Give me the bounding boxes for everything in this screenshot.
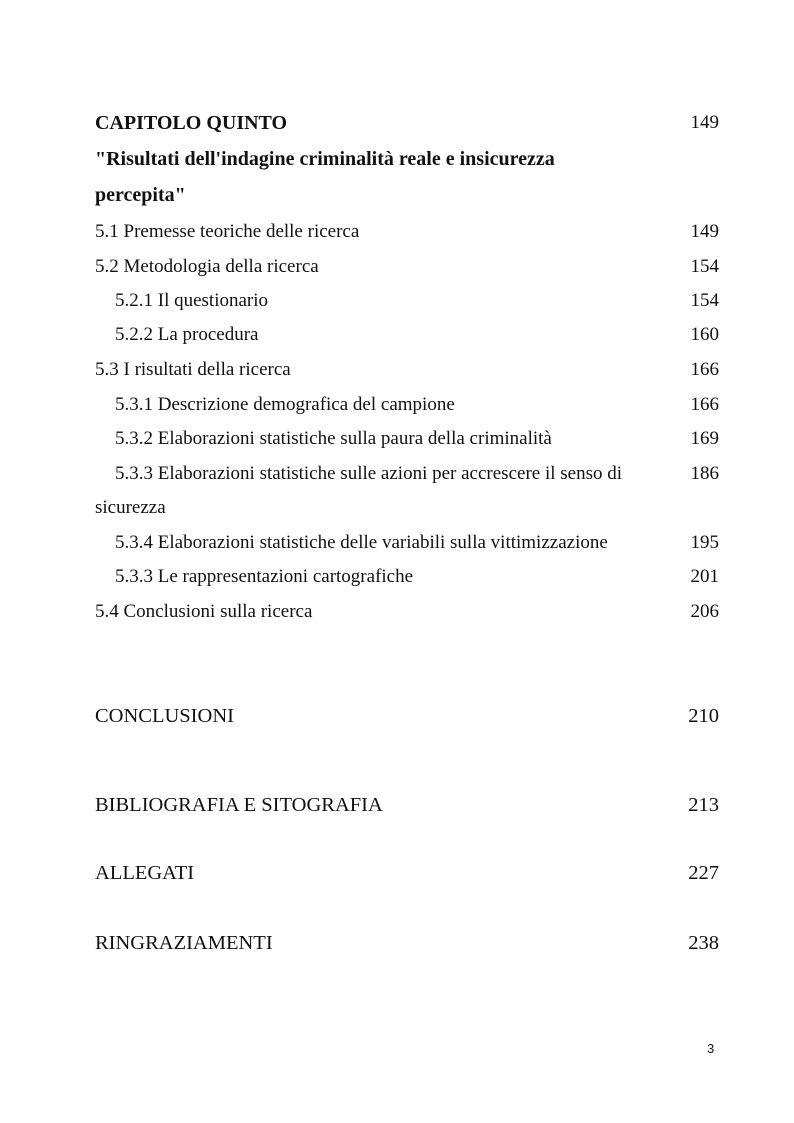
toc-entry-page: 201 (690, 566, 719, 587)
page-number: 3 (707, 1041, 715, 1056)
toc-entry-label-cont: sicurezza (95, 497, 166, 518)
toc-entry (95, 526, 719, 560)
toc-entry-label: 5.3.1 Descrizione demografica del campione (115, 394, 455, 415)
toc-entry-continuation (95, 491, 719, 525)
toc-section (95, 926, 719, 960)
toc-entry-page: 195 (690, 532, 719, 553)
toc-entry-label: 5.2 Metodologia della ricerca (95, 256, 319, 277)
chapter-page: 149 (690, 112, 719, 133)
toc-section-label: RINGRAZIAMENTI (95, 932, 273, 954)
toc-entry-label: 5.1 Premesse teoriche delle ricerca (95, 221, 360, 242)
toc-entry (95, 318, 719, 352)
toc-entry-label: 5.3.3 Elaborazioni statistiche sulle azioni per accrescere il senso di (115, 463, 623, 484)
toc-section-page: 238 (688, 932, 719, 954)
toc-entry-label: 5.3.3 Le rappresentazioni cartografiche (115, 566, 414, 587)
toc-entry-page: 166 (690, 394, 719, 415)
toc-section (95, 788, 719, 822)
toc-section-label: CONCLUSIONI (95, 705, 234, 727)
toc-section (95, 856, 719, 890)
toc-entry (95, 353, 719, 387)
toc-entry (95, 457, 719, 491)
toc-entry-page: 186 (690, 463, 719, 484)
toc-entry-label: 5.3 I risultati della ricerca (95, 359, 291, 380)
toc-entry-label: 5.3.2 Elaborazioni statistiche sulla paura della criminalità (115, 428, 552, 449)
toc-entry (95, 215, 719, 249)
toc-chapter-heading (95, 106, 719, 140)
toc-section-page: 213 (688, 794, 719, 816)
toc-section (95, 699, 719, 733)
chapter-subtitle-line2 (95, 178, 719, 212)
chapter-subtitle-line1 (95, 142, 719, 176)
toc-entry-page: 154 (690, 290, 719, 311)
toc-entry-label: 5.4 Conclusioni sulla ricerca (95, 601, 313, 622)
toc-section-label: BIBLIOGRAFIA E SITOGRAFIA (95, 794, 383, 816)
toc-entry (95, 595, 719, 629)
chapter-subtitle: "Risultati dell'indagine criminalità reale e insicurezza (95, 148, 555, 170)
toc-entry (95, 422, 719, 456)
toc-entry-page: 160 (690, 324, 719, 345)
toc-entry-page: 149 (690, 221, 719, 242)
toc-entry (95, 388, 719, 422)
toc-entry-page: 154 (690, 256, 719, 277)
chapter-title: CAPITOLO QUINTO (95, 112, 288, 134)
toc-entry (95, 284, 719, 318)
toc-entry (95, 560, 719, 594)
toc-entry-page: 206 (690, 601, 719, 622)
toc-entry-label: 5.2.1 Il questionario (115, 290, 269, 311)
toc-section-label: ALLEGATI (95, 862, 195, 884)
chapter-subtitle-cont: percepita" (95, 184, 186, 206)
toc-entry-label: 5.2.2 La procedura (115, 324, 259, 345)
toc-entry-label: 5.3.4 Elaborazioni statistiche delle variabili sulla vittimizzazione (115, 532, 608, 553)
toc-entry-page: 166 (690, 359, 719, 380)
toc-entry (95, 250, 719, 284)
toc-section-page: 210 (688, 705, 719, 727)
toc-entry-page: 169 (690, 428, 719, 449)
toc-section-page: 227 (688, 862, 719, 884)
